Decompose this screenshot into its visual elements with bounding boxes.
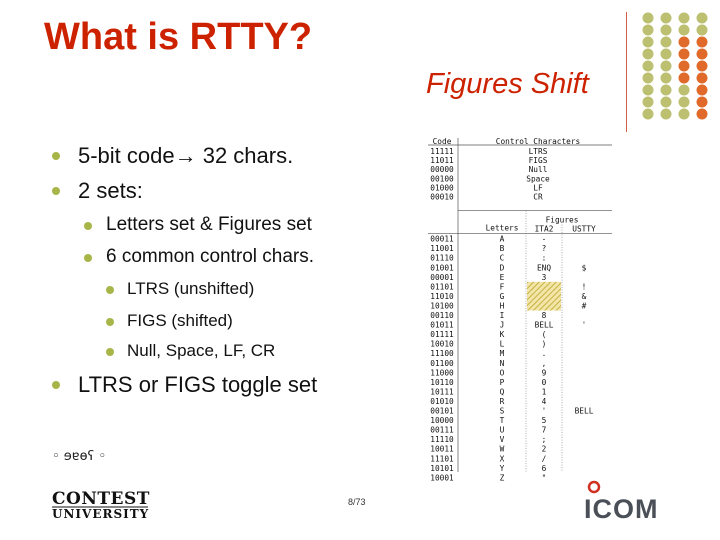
decor-dot (643, 37, 654, 48)
bullet-text: 2 sets: (78, 178, 143, 203)
decor-dot (679, 73, 690, 84)
letter-code: 11101 (430, 454, 454, 464)
bullet-item-level-1 (78, 178, 143, 204)
letter-code: 10000 (430, 416, 454, 426)
figure-ita2: ( (541, 330, 547, 340)
figure-ustty: $ (581, 263, 587, 273)
slide-title: What is RTTY? (44, 16, 313, 58)
letter-code: 01011 (430, 320, 454, 330)
column-header-letters: Letters (485, 223, 519, 233)
contest-university-logo-art (50, 440, 160, 520)
bullet-marker (106, 286, 114, 294)
letter-code: 10011 (430, 444, 454, 454)
letter-char: M (499, 349, 505, 359)
letter-char: S (499, 406, 505, 416)
bullet-text: 6 common control chars. (106, 246, 315, 267)
logo-line-contest: CONTEST (52, 489, 150, 509)
letter-code: 01100 (430, 358, 454, 368)
figure-ita2: 1 (541, 387, 547, 397)
figure-ita2: 2 (541, 444, 547, 454)
figure-ita2: 4 (541, 396, 547, 406)
letter-code: 11010 (430, 291, 454, 301)
letter-char: Z (499, 473, 505, 483)
figure-ita2: 3 (541, 272, 547, 282)
decor-dot (643, 25, 654, 36)
icom-logo-circle (589, 482, 599, 492)
figure-ita2: " (541, 473, 547, 483)
letter-char: O (499, 368, 505, 378)
icom-logo-text: ICOM (584, 494, 659, 524)
letter-code: 00101 (430, 406, 454, 416)
letter-code: 01001 (430, 263, 454, 273)
figure-ita2: . (541, 349, 547, 359)
bullet-marker (52, 187, 60, 195)
decor-dot (697, 85, 708, 96)
decor-dot (661, 73, 672, 84)
bullet-text: Null, Space, LF, CR (127, 341, 276, 360)
decor-dot (661, 25, 672, 36)
letter-code: 00011 (430, 234, 454, 244)
letter-char: C (499, 253, 505, 263)
logo-line-university: UNIVERSITY (52, 507, 150, 521)
figure-ita2: ENQ (536, 263, 552, 273)
column-header-ustty: USTTY (572, 224, 596, 234)
bullet-marker (106, 318, 114, 326)
bullet-text: LTRS (unshifted) (127, 279, 255, 298)
control-code: 00000 (430, 165, 454, 175)
figure-cell-hatched (527, 282, 561, 292)
figure-ustty: # (581, 301, 587, 311)
column-header-figures: Figures (545, 215, 579, 225)
letter-code: 10111 (430, 387, 454, 397)
figure-ustty: BELL (574, 406, 594, 416)
letter-char: R (499, 396, 505, 406)
letter-code: 11110 (430, 435, 454, 445)
contest-university-logo (50, 440, 160, 525)
decor-dot (643, 61, 654, 72)
figure-ustty: & (581, 291, 587, 301)
decor-dot (661, 97, 672, 108)
figure-ustty: ! (581, 282, 587, 292)
decor-dot (697, 37, 708, 48)
bullet-text: FIGS (shifted) (127, 311, 233, 330)
control-name: LTRS (528, 147, 548, 156)
letter-char: Y (499, 463, 505, 473)
figure-ita2: , (541, 358, 547, 368)
letter-char: W (499, 444, 505, 454)
bullet-marker (84, 254, 92, 262)
figure-ita2: 9 (541, 368, 547, 378)
decor-dot (661, 37, 672, 48)
letter-char: T (499, 416, 505, 426)
bullet-item-level-3 (127, 311, 233, 331)
letter-code: 00111 (430, 425, 454, 435)
figure-ita2: ) (541, 339, 547, 349)
decor-dot (643, 73, 654, 84)
letter-code: 10001 (430, 473, 454, 483)
figure-cell-hatched (527, 291, 561, 301)
decor-dot (679, 97, 690, 108)
decor-dot (661, 49, 672, 60)
control-code: 11111 (430, 147, 454, 156)
figure-ustty: ' (581, 320, 587, 330)
decor-dot (679, 109, 690, 120)
letter-char: F (499, 282, 505, 292)
letter-char: I (499, 311, 505, 320)
letter-char: H (499, 301, 505, 311)
title-divider (626, 12, 627, 132)
letter-char: G (499, 291, 505, 301)
slide-subtitle: Figures Shift (426, 68, 589, 100)
column-header-code: Code (432, 137, 452, 146)
decor-dot (661, 85, 672, 96)
decor-dot (679, 37, 690, 48)
column-header-ita2: ITA2 (534, 224, 554, 234)
letter-char: L (499, 339, 505, 349)
figure-ita2: 8 (541, 311, 547, 320)
letter-code: 01111 (430, 330, 454, 340)
control-code: 00010 (430, 192, 454, 202)
control-name: CR (533, 192, 543, 202)
bullet-text: Letters set & Figures set (106, 214, 312, 235)
letter-code: 01010 (430, 396, 454, 406)
control-name: Null (528, 165, 548, 175)
code-table-svg (428, 137, 612, 483)
letter-char: D (499, 263, 505, 273)
decor-dot (679, 61, 690, 72)
control-code: 00100 (430, 174, 454, 184)
letter-code: 01101 (430, 282, 454, 292)
letter-char: P (499, 377, 505, 387)
figure-ita2: 5 (541, 416, 547, 426)
decor-dot (643, 109, 654, 120)
letter-code: 11000 (430, 368, 454, 378)
bullet-item-level-3 (127, 279, 254, 299)
decor-dot (661, 61, 672, 72)
bullet-text: LTRS or FIGS toggle set (78, 372, 318, 397)
figure-ita2: / (541, 454, 547, 464)
figure-ita2: BELL (534, 320, 554, 330)
decor-dot (661, 13, 672, 24)
decor-dot (661, 109, 672, 120)
decor-dot (643, 97, 654, 108)
control-name: LF (533, 183, 543, 193)
letter-code: 11100 (430, 349, 454, 359)
bullet-item-level-3 (127, 341, 275, 361)
letter-char: V (499, 435, 505, 445)
decor-dot (679, 85, 690, 96)
letter-char: X (499, 454, 505, 464)
bullet-item-level-2 (106, 214, 312, 236)
letter-code: 00001 (430, 272, 454, 282)
figure-ita2: ? (541, 244, 547, 254)
bullet-text: 5-bit code→ 32 chars. (78, 143, 294, 168)
icom-logo (584, 480, 674, 529)
control-name: FIGS (528, 156, 548, 166)
decor-dot (643, 49, 654, 60)
letter-char: U (499, 425, 505, 435)
figure-ita2: : (541, 253, 547, 263)
letter-code: 00110 (430, 311, 454, 320)
bullet-marker (52, 152, 60, 160)
figure-ita2: 7 (541, 425, 547, 435)
decor-dot (643, 85, 654, 96)
bullet-marker (106, 348, 114, 356)
baudot-code-table (428, 137, 612, 483)
column-header-control: Control Characters (495, 137, 581, 146)
decor-dot (697, 13, 708, 24)
bullet-marker (84, 222, 92, 230)
control-code: 11011 (430, 156, 454, 166)
control-name: Space (526, 174, 550, 184)
letter-char: N (499, 358, 505, 368)
letter-char: Q (499, 387, 505, 397)
letter-code: 01110 (430, 253, 454, 263)
decor-dot (697, 97, 708, 108)
decorative-dot-grid (640, 12, 718, 122)
figure-ita2: ' (541, 406, 547, 416)
letter-char: B (499, 244, 505, 254)
decor-dot (679, 25, 690, 36)
figure-ita2: - (541, 234, 547, 244)
decor-dot (697, 61, 708, 72)
letter-char: J (499, 320, 505, 330)
decor-dot (679, 13, 690, 24)
letter-char: K (499, 330, 505, 340)
letter-char: E (499, 272, 505, 282)
letter-char: A (499, 234, 505, 244)
letter-code: 10100 (430, 301, 454, 311)
bullet-item-level-2 (106, 246, 314, 268)
letter-code: 10101 (430, 463, 454, 473)
icom-logo-art (584, 480, 674, 524)
letter-code: 10010 (430, 339, 454, 349)
page-number: 8/73 (348, 497, 366, 507)
letter-code: 10110 (430, 377, 454, 387)
figure-ita2: ; (541, 435, 547, 445)
letter-code: 11001 (430, 244, 454, 254)
logo-ornament: ◦ ɘɐɵʕ ◦ (52, 449, 106, 464)
decor-dot (643, 13, 654, 24)
bullet-item-level-1 (78, 372, 317, 398)
decor-dot (697, 73, 708, 84)
figure-cell-hatched (527, 301, 561, 311)
control-code: 01000 (430, 183, 454, 193)
decor-dot (679, 49, 690, 60)
bullet-marker (52, 381, 60, 389)
decor-dot (697, 109, 708, 120)
decor-dot (697, 49, 708, 60)
bullet-item-level-1 (78, 143, 293, 169)
figure-ita2: 6 (541, 463, 547, 473)
figure-ita2: 0 (541, 377, 547, 387)
decor-dot (697, 25, 708, 36)
